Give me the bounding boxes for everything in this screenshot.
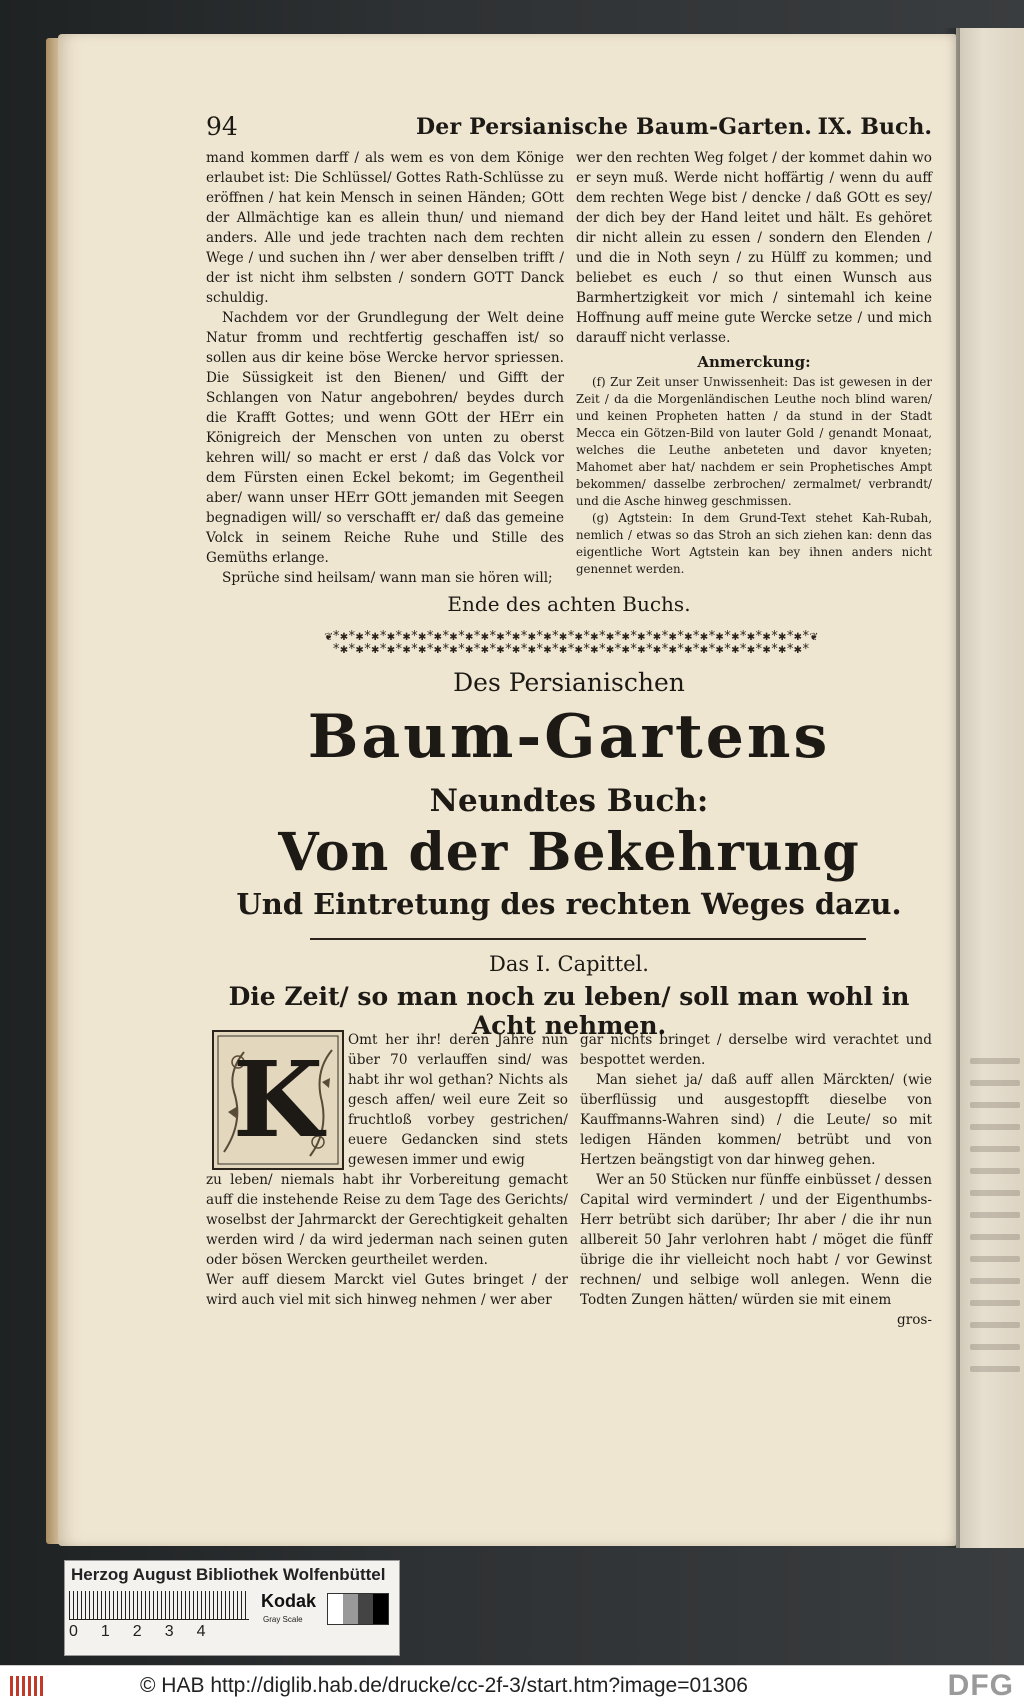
paragraph: mand kommen darff / als wem es von dem Könige erlaubet ist: Die Schlüssel/ Gottes Rath-Schlüsse zu eröffnen / hat kein Mensch in seinen Händen; GOtt der Allmächtige kan es allein thun/ und niemand anders. Alle und jede trachten nach dem rechten Wege / und suchen ihn / wer aber denselben trifft / der ist nicht ihm selbsten / sondern GOTT Danck schuldig.: [206, 150, 564, 306]
book-label: IX. Buch.: [817, 114, 932, 140]
chapter-label: Das I. Capittel.: [489, 952, 649, 976]
catchword: gros-: [897, 1312, 932, 1328]
page-number: 94: [206, 112, 238, 141]
ornamental-rule: ❦*✱*✱*✱*✱*✱*✱*✱*✱*✱*✱*✱*✱*✱*✱*✱*✱*✱*✱*✱*✱*✱*✱*✱*✱*✱*✱*✱*✱*✱*✱*❦ *✱*✱*✱*✱*✱*✱*✱*✱*✱*✱*✱*✱*✱*✱*✱*✱*✱*✱*✱*✱*✱*✱*✱*✱*✱*✱*✱*✱*✱*✱*: [324, 630, 818, 657]
chapter-title: Die Zeit/ so man noch zu leben/ soll man wohl in Acht nehmen.: [228, 982, 910, 1040]
chapter-left-column: [206, 1170, 568, 1310]
top-right-column: [576, 148, 932, 578]
color-calibration-card: [64, 1560, 400, 1656]
title-main: Baum-Gartens: [307, 702, 831, 772]
title-book-number: Neundtes Buch:: [429, 783, 709, 819]
paragraph: Man siehet ja/ daß auff allen Märckten/ (wie überflüssig und ausgestopfft dieselbe von Kauffmanns-Wahren sind) / die Leute/ so mit ledigen Händen kommen/ betrübt und von Hertzen beängstigt von dar hinweg gehen.: [580, 1072, 932, 1168]
title-line-1: Des Persianischen: [453, 668, 685, 697]
adjacent-page-edge: [956, 28, 1024, 1548]
running-title: Der Persianische Baum-Garten.: [416, 114, 813, 140]
hab-logo-icon[interactable]: [8, 1673, 48, 1699]
paragraph: Wer auff diesem Marckt viel Gutes bringet / der wird auch viel mit sich hinweg nehmen / wer aber: [206, 1272, 568, 1308]
page-header: [206, 112, 932, 148]
chapter-right-column: [580, 1030, 932, 1330]
paragraph: zu leben/ niemals habt ihr Vorbereitung gemacht auff die instehende Reise zu dem Tage des Gerichts/ woselbst der Jahrmarckt der Gerechtigkeit gehalten werden wird / da wird jederman nach seinen guten oder bösen Wercken geurtheilet werden.: [206, 1172, 568, 1268]
top-left-column: [206, 148, 564, 588]
annotation-heading: Anmerckung:: [697, 353, 811, 371]
ruler-numbers: 01234: [69, 1623, 229, 1640]
text-beside-initial: Omt her ihr! deren Jahre nun über 70 verlauffen sind/ was habt ihr wol gethan? Nichts als gesch affen/ weil eure Zeit so fruchtloß vorbey gestrichen/ euere Gedancken sind stets gewesen immer und ewig: [348, 1032, 568, 1168]
initial-letter: K: [232, 1038, 324, 1161]
paragraph: Nachdem vor der Grundlegung der Welt deine Natur fromm und rechtfertig geschaffen ist/ so sollen aus dir keine böse Wercke hervor spriessen. Die Süssigkeit ist den Bienen/ und Gifft der Schlangen von Natur angebohren/ beydes durch die Krafft Gottes; und wenn GOtt der HErr ein Königreich der Menschen von unten zu oberst kehren will/ so macht er erst / daß das Volck vor dem Fürsten einen Eckel bekomt; im Gegentheil aber/ wann unser HErr GOtt jemanden mit Seegen begnadigen will/ so verschafft er/ daß das gemeine Volck in seinem Reiche Ruhe und Stille des Gemüths erlange.: [206, 310, 564, 566]
gray-scale-patch: [327, 1593, 389, 1625]
gray-scale-caption: Gray Scale: [263, 1615, 303, 1624]
copyright-url[interactable]: © HAB http://diglib.hab.de/drucke/cc-2f-3/start.htm?image=01306: [140, 1674, 748, 1697]
title-subject: Von der Bekehrung: [278, 822, 860, 883]
paragraph: Wer an 50 Stücken nur fünffe einbüsset / dessen Capital wird vermindert / und der Eigenthumbs-Herr betrübt sich darüber; Ihr aber / die ihr nun allbereit 50 Jahr verlohren habt / möget die fünff übrige die ihr vielleicht noch habt / vor Gewinst rechnen/ und selbige woll anlegen. Wenn die Todten Zungen hätten/ würden sie mit einem: [580, 1172, 932, 1308]
ruler-scale: [69, 1591, 249, 1620]
title-rule: [310, 938, 866, 940]
paragraph: gar nichts bringet / derselbe wird verachtet und bespottet werden.: [580, 1032, 932, 1068]
footnote-f: (f) Zur Zeit unser Unwissenheit: Das ist gewesen in der Zeit / da die Morgenländischen Leuthe noch blind waren/ und keinen Propheten hatten / da stund in der Stadt Mecca ein Götzen-Bild von lauter Gold / genandt Monaat, welches die Leuthe anbeteten und davor knyeten; Mahomet aber hat/ nachdem er sein Prophetisches Ampt bekommen/ dasselbe zerbrochen/ zermalmet/ verbrandt/ und die Asche hinweg geschmissen.: [576, 375, 932, 508]
footnote-g: (g) Agtstein: In dem Grund-Text stehet Kah-Rubah, nemlich / etwas so das Stroh an sich ziehen kan: denn das eigentliche Wort Agtstein kan bey ihnen anders nicht genennet werden.: [576, 511, 932, 576]
kodak-logo: Kodak: [261, 1591, 317, 1611]
paragraph: Sprüche sind heilsam/ wann man sie hören will;: [222, 570, 553, 586]
library-name: Herzog August Bibliothek Wolfenbüttel: [71, 1565, 386, 1584]
end-of-book-line: Ende des achten Buchs.: [447, 592, 691, 616]
viewer-footer: [0, 1665, 1024, 1705]
paragraph: wer den rechten Weg folget / der kommet dahin wo er seyn muß. Werde nicht hoffärtig / wenn du auff dem rechten Wege bist / dencke / daß GOtt es sey/ der dich bey der Hand leitet und hält. Es gehöret dir nicht allein zu essen / sondern den Elenden / und die in Noth seyn / zu Hülff zu kommen; und beliebet es euch / so thut einen Wunsch aus Barmhertzigkeit vor mich / sintemahl ich keine Hoffnung auff meine gute Wercke setze / und mich darauff nicht verlasse.: [576, 150, 932, 346]
decorated-initial: [212, 1030, 344, 1170]
dfg-logo[interactable]: DFG: [947, 1669, 1014, 1702]
title-subtitle: Und Eintretung des rechten Weges dazu.: [236, 887, 902, 921]
